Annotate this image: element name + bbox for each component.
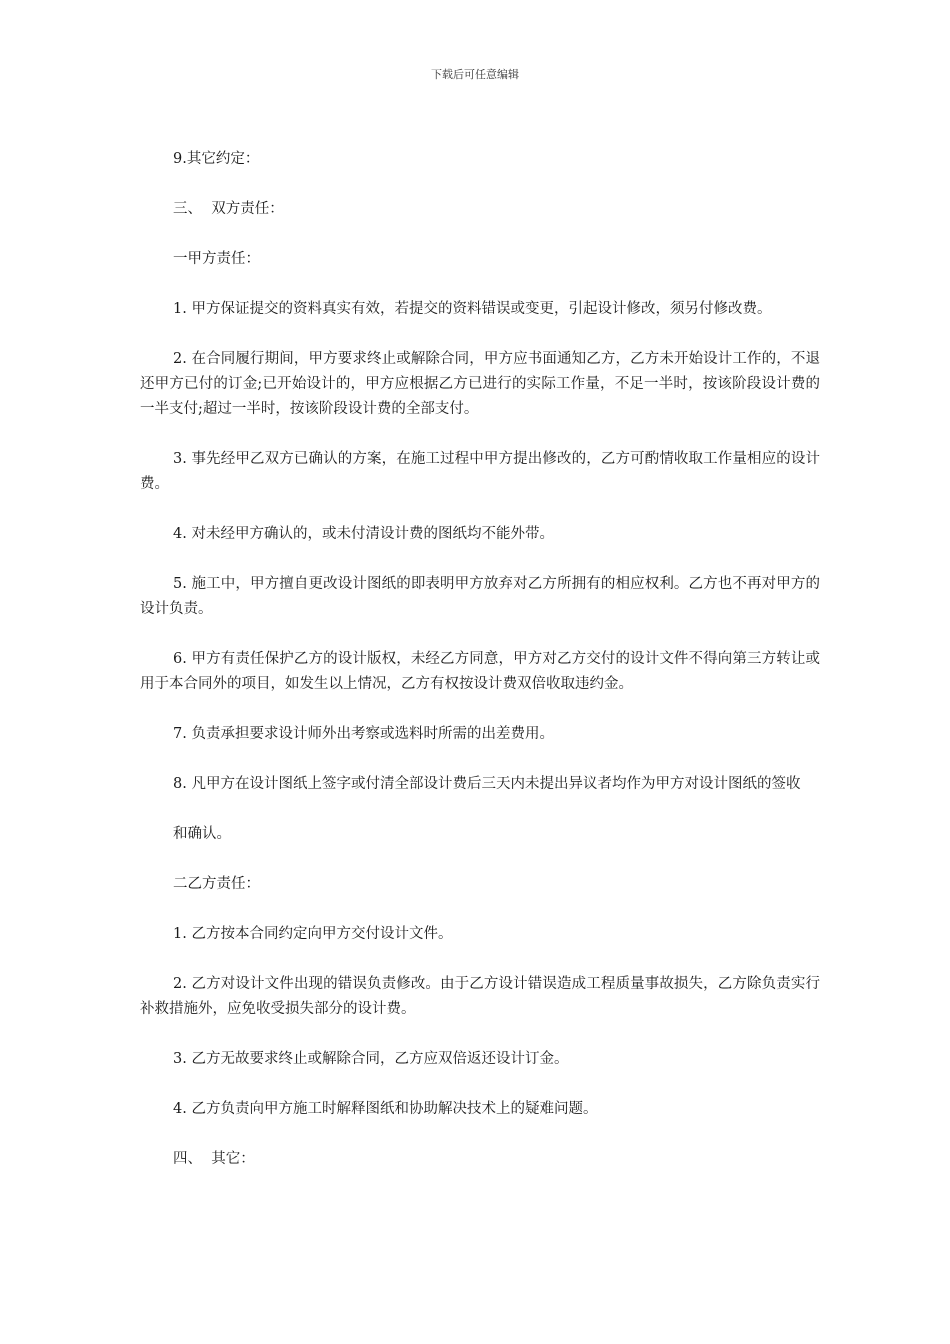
party-b-item-4: 4. 乙方负责向甲方施工时解释图纸和协助解决技术上的疑难问题。 [173, 1101, 598, 1117]
party-a-item-1: 1. 甲方保证提交的资料真实有效，若提交的资料错误或变更，引起设计修改，须另付修改费。 [173, 301, 772, 317]
clause-9-other-agreements: 9.其它约定： [173, 151, 260, 167]
party-a-item-8-continued: 和确认。 [173, 826, 231, 842]
party-b-item-2: 2. 乙方对设计文件出现的错误负责修改。由于乙方设计错误造成工程质量事故损失，乙方除负责实行补救措施外，应免收受损失部分的设计费。 [140, 976, 820, 1017]
section-heading-other: 四、 其它： [173, 1151, 255, 1167]
party-a-item-3: 3. 事先经甲乙双方已确认的方案，在施工过程中甲方提出修改的，乙方可酌情收取工作量相应的设计费。 [140, 451, 820, 492]
party-b-item-1: 1. 乙方按本合同约定向甲方交付设计文件。 [173, 926, 453, 942]
party-a-item-2: 2. 在合同履行期间，甲方要求终止或解除合同，甲方应书面通知乙方，乙方未开始设计工作的，不退还甲方已付的订金;已开始设计的，甲方应根据乙方已进行的实际工作量，不足一半时，按该阶段设计费的一半支付;超过一半时，按该阶段设计费的全部支付。 [140, 351, 820, 417]
subsection-heading-party-a: 一甲方责任： [173, 251, 260, 267]
section-heading-mutual-responsibilities: 三、 双方责任： [173, 201, 284, 217]
party-a-item-4: 4. 对未经甲方确认的，或未付清设计费的图纸均不能外带。 [173, 526, 554, 542]
party-a-item-5: 5. 施工中，甲方擅自更改设计图纸的即表明甲方放弃对乙方所拥有的相应权利。乙方也不再对甲方的设计负责。 [140, 576, 820, 617]
party-a-item-8: 8. 凡甲方在设计图纸上签字或付清全部设计费后三天内未提出异议者均作为甲方对设计图纸的签收 [173, 776, 801, 792]
party-a-item-6: 6. 甲方有责任保护乙方的设计版权，未经乙方同意，甲方对乙方交付的设计文件不得向第三方转让或用于本合同外的项目，如发生以上情况，乙方有权按设计费双倍收取违约金。 [140, 651, 820, 692]
party-b-item-3: 3. 乙方无故要求终止或解除合同，乙方应双倍返还设计订金。 [173, 1051, 569, 1067]
party-a-item-7: 7. 负责承担要求设计师外出考察或选料时所需的出差费用。 [173, 726, 554, 742]
subsection-heading-party-b: 二乙方责任： [173, 876, 260, 892]
header-note: 下载后可任意编辑 [431, 68, 519, 81]
document-body [140, 147, 820, 1197]
